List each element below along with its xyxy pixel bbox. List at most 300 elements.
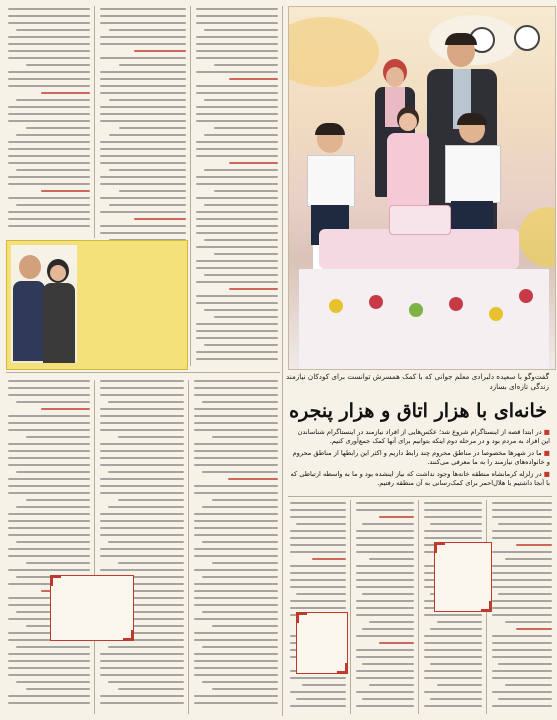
text-line: [290, 551, 346, 553]
text-line: [8, 653, 90, 655]
text-line: [8, 85, 90, 87]
text-line: [424, 516, 482, 518]
text-line: [100, 211, 186, 213]
bullet-icon: ■: [541, 428, 550, 436]
text-line: [100, 569, 184, 571]
text-line: [196, 120, 278, 122]
quote-corner: [296, 612, 307, 623]
text-line: [194, 527, 278, 529]
text-line: [356, 656, 414, 658]
text-line: [119, 64, 186, 66]
text-line: [424, 642, 482, 644]
text-line: [196, 57, 278, 59]
text-line: [194, 380, 278, 382]
text-line: [202, 401, 278, 403]
text-line: [100, 380, 184, 382]
photo-caption: گفت‌وگو با سعیده دلبرادی معلم جوانی که با کمک همسرش توانست برای کودکان نیازمند زندگی تازه‌ای بسازد: [286, 372, 549, 391]
text-line: [194, 639, 278, 641]
text-line: [118, 436, 184, 438]
text-line: [362, 663, 414, 665]
text-line: [498, 663, 552, 665]
text-line: [100, 120, 186, 122]
text-line: [296, 523, 346, 525]
text-line: [196, 50, 278, 52]
text-line: [290, 565, 346, 567]
text-line: [196, 323, 278, 325]
text-line: [362, 698, 414, 700]
text-line: [100, 225, 186, 227]
column-divider: [418, 500, 419, 714]
bullet-icon: ■: [541, 470, 550, 478]
text-line: [196, 148, 278, 150]
text-line: [100, 176, 186, 178]
text-line: [424, 649, 482, 651]
text-line: [214, 253, 278, 255]
text-line: [492, 649, 552, 651]
text-line: [8, 555, 90, 557]
text-line: [100, 555, 184, 557]
column-divider: [350, 500, 351, 714]
text-line: [108, 646, 184, 648]
text-line: [16, 169, 90, 171]
text-line: [214, 316, 278, 318]
text-line: [492, 586, 552, 588]
text-line: [196, 92, 278, 94]
text-line: [8, 183, 90, 185]
text-line: [8, 141, 90, 143]
text-line: [290, 586, 346, 588]
text-line: [356, 579, 414, 581]
text-line: [8, 422, 90, 424]
text-line: [108, 681, 184, 683]
text-line: [498, 593, 552, 595]
text-line: [194, 408, 278, 410]
lead-section: [288, 428, 550, 491]
text-line: [196, 337, 278, 339]
text-line: [100, 148, 186, 150]
text-line: [194, 520, 278, 522]
text-line: [424, 635, 482, 637]
text-line: [8, 218, 90, 220]
text-line: [16, 29, 90, 31]
text-line: [362, 628, 414, 630]
text-line: [8, 71, 90, 73]
text-line: [202, 611, 278, 613]
text-line: [16, 681, 90, 683]
text-line: [100, 162, 186, 164]
text-line: [194, 422, 278, 424]
text-line: [26, 436, 90, 438]
text-line: [369, 558, 414, 560]
text-line: [109, 29, 186, 31]
text-column: [100, 380, 184, 714]
text-line: [8, 225, 90, 227]
text-line: [16, 134, 90, 136]
text-line: [196, 211, 278, 213]
text-line: [290, 544, 346, 546]
text-line: [194, 667, 278, 669]
text-line: [100, 113, 186, 115]
text-line: [196, 113, 278, 115]
sidebar-photo: [11, 245, 77, 363]
text-line: [26, 562, 90, 564]
text-line: [100, 485, 184, 487]
text-line: [492, 530, 552, 532]
text-line: [100, 429, 184, 431]
column-divider: [94, 380, 95, 714]
text-line: [196, 260, 278, 262]
text-line: [8, 464, 90, 466]
text-line: [356, 600, 414, 602]
text-line: [16, 204, 90, 206]
text-line: [194, 653, 278, 655]
text-line: [290, 607, 346, 609]
text-line: [196, 71, 278, 73]
text-line: [100, 492, 184, 494]
text-line: [16, 646, 90, 648]
text-line: [492, 635, 552, 637]
text-line: [196, 281, 278, 283]
text-line: [100, 8, 186, 10]
text-line: [424, 614, 482, 616]
text-line: [196, 8, 278, 10]
text-line: [108, 401, 184, 403]
text-line: [290, 600, 346, 602]
text-line: [100, 394, 184, 396]
text-line: [134, 50, 186, 52]
text-line: [196, 225, 278, 227]
text-line: [196, 183, 278, 185]
text-line: [290, 537, 346, 539]
text-line: [492, 677, 552, 679]
text-line: [8, 429, 90, 431]
text-line: [109, 204, 186, 206]
text-line: [424, 537, 482, 539]
text-line: [356, 691, 414, 693]
text-line: [26, 64, 90, 66]
text-line: [202, 506, 278, 508]
cartoon-eye-right: [514, 25, 540, 51]
text-line: [8, 492, 90, 494]
text-line: [492, 572, 552, 574]
text-line: [100, 513, 184, 515]
text-line: [492, 614, 552, 616]
text-line: [194, 429, 278, 431]
text-line: [204, 204, 278, 206]
text-line: [118, 499, 184, 501]
text-line: [204, 169, 278, 171]
text-line: [204, 29, 278, 31]
text-line: [516, 544, 552, 546]
text-line: [109, 99, 186, 101]
text-line: [100, 36, 186, 38]
text-line: [505, 621, 552, 623]
text-line: [424, 677, 482, 679]
text-line: [214, 64, 278, 66]
text-line: [362, 593, 414, 595]
text-line: [290, 530, 346, 532]
text-line: [8, 148, 90, 150]
text-line: [356, 544, 414, 546]
text-line: [356, 635, 414, 637]
text-line: [430, 628, 482, 630]
wall-sun: [288, 17, 379, 87]
text-line: [356, 677, 414, 679]
pull-quote: [50, 575, 134, 641]
text-line: [290, 502, 346, 504]
text-line: [100, 141, 186, 143]
text-line: [8, 457, 90, 459]
text-line: [196, 330, 278, 332]
text-line: [41, 190, 90, 192]
text-line: [492, 509, 552, 511]
text-line: [8, 667, 90, 669]
text-line: [100, 15, 186, 17]
text-line: [196, 267, 278, 269]
text-line: [290, 509, 346, 511]
text-line: [356, 607, 414, 609]
quote-corner: [481, 601, 492, 612]
text-line: [424, 656, 482, 658]
text-line: [196, 295, 278, 297]
text-line: [194, 583, 278, 585]
text-line: [194, 450, 278, 452]
text-line: [118, 688, 184, 690]
text-line: [492, 579, 552, 581]
text-line: [290, 677, 346, 679]
text-line: [356, 586, 414, 588]
text-line: [229, 162, 278, 164]
text-line: [8, 15, 90, 17]
row-divider: [6, 372, 280, 373]
text-line: [290, 572, 346, 574]
text-line: [194, 485, 278, 487]
row-divider: [288, 496, 552, 497]
text-line: [212, 625, 278, 627]
text-column: [290, 502, 346, 714]
text-line: [356, 551, 414, 553]
text-line: [424, 509, 482, 511]
text-line: [100, 660, 184, 662]
text-line: [109, 169, 186, 171]
text-line: [100, 155, 186, 157]
text-line: [498, 698, 552, 700]
text-line: [100, 674, 184, 676]
column-divider: [94, 6, 95, 238]
text-line: [16, 99, 90, 101]
text-line: [8, 569, 90, 571]
text-line: [8, 527, 90, 529]
text-line: [8, 22, 90, 24]
text-line: [196, 15, 278, 17]
text-line: [356, 670, 414, 672]
column-divider: [190, 6, 191, 366]
text-line: [194, 674, 278, 676]
text-line: [8, 394, 90, 396]
text-line: [214, 190, 278, 192]
text-line: [202, 681, 278, 683]
text-line: [228, 478, 278, 480]
text-line: [212, 688, 278, 690]
text-line: [118, 562, 184, 564]
column-divider: [282, 6, 283, 716]
lead-paragraph: ■ ما در شهرها مخصوصا در مناطق محروم چند رابط داریم و اکثر این رابطها از مناطق محروم و خانواده‌های نیازمند را به ما معرفی می‌کنند.: [292, 449, 550, 466]
text-line: [362, 523, 414, 525]
text-line: [8, 450, 90, 452]
text-line: [369, 621, 414, 623]
text-line: [356, 614, 414, 616]
text-line: [196, 22, 278, 24]
text-line: [100, 57, 186, 59]
text-line: [8, 57, 90, 59]
text-line: [8, 162, 90, 164]
text-line: [356, 530, 414, 532]
text-line: [202, 576, 278, 578]
birthday-cake: [319, 229, 519, 269]
text-line: [369, 684, 414, 686]
text-line: [312, 558, 346, 560]
text-line: [498, 523, 552, 525]
text-line: [8, 380, 90, 382]
text-line: [214, 127, 278, 129]
text-line: [41, 408, 90, 410]
text-line: [100, 534, 184, 536]
text-line: [492, 691, 552, 693]
text-column: [8, 8, 90, 236]
text-line: [356, 649, 414, 651]
text-line: [100, 71, 186, 73]
text-line: [194, 604, 278, 606]
text-line: [356, 572, 414, 574]
text-line: [196, 141, 278, 143]
text-line: [100, 408, 184, 410]
text-line: [196, 246, 278, 248]
text-line: [196, 85, 278, 87]
text-line: [8, 695, 90, 697]
text-line: [108, 506, 184, 508]
text-column: [194, 380, 278, 714]
text-line: [8, 211, 90, 213]
text-line: [119, 127, 186, 129]
column-divider: [188, 380, 189, 714]
text-line: [8, 78, 90, 80]
text-line: [202, 541, 278, 543]
text-line: [492, 656, 552, 658]
text-line: [194, 492, 278, 494]
text-line: [196, 176, 278, 178]
text-line: [296, 593, 346, 595]
text-line: [8, 520, 90, 522]
text-line: [196, 232, 278, 234]
text-line: [194, 569, 278, 571]
bullet-icon: ■: [541, 449, 550, 457]
text-line: [290, 579, 346, 581]
text-line: [8, 485, 90, 487]
text-line: [194, 464, 278, 466]
text-line: [505, 684, 552, 686]
text-column: [196, 8, 278, 368]
text-line: [16, 471, 90, 473]
text-line: [16, 401, 90, 403]
text-line: [379, 516, 414, 518]
text-line: [16, 506, 90, 508]
lead-paragraph: ■ در ابتدا قصه از اینستاگرام شروع شد؛ عکس‌هایی از افراد نیازمند در اینستاگرام شناساندن این افراد به مردم بود و در مرحله دوم اینکه بتوانیم برای آنها کمک جمع‌آوری کنیم.: [297, 428, 550, 445]
text-line: [100, 197, 186, 199]
text-column: [492, 502, 552, 714]
text-line: [100, 478, 184, 480]
text-line: [505, 558, 552, 560]
text-line: [8, 548, 90, 550]
text-line: [100, 422, 184, 424]
text-line: [100, 450, 184, 452]
text-line: [194, 618, 278, 620]
text-column: [356, 502, 414, 714]
text-line: [212, 562, 278, 564]
text-line: [8, 106, 90, 108]
text-line: [212, 436, 278, 438]
text-line: [204, 274, 278, 276]
text-line: [100, 387, 184, 389]
text-line: [302, 684, 346, 686]
headline: خانه‌ای با هزار اتاق و هزار پنجره: [289, 400, 547, 422]
text-line: [196, 106, 278, 108]
text-line: [194, 443, 278, 445]
text-line: [202, 646, 278, 648]
text-line: [196, 36, 278, 38]
text-line: [100, 527, 184, 529]
quote-corner: [50, 575, 61, 586]
text-line: [100, 464, 184, 466]
text-line: [424, 705, 482, 707]
text-line: [492, 502, 552, 504]
text-line: [41, 92, 90, 94]
sidebar-box: [6, 240, 188, 370]
text-line: [100, 183, 186, 185]
text-line: [8, 155, 90, 157]
text-line: [109, 134, 186, 136]
text-line: [194, 513, 278, 515]
text-line: [26, 688, 90, 690]
text-line: [196, 302, 278, 304]
text-line: [290, 691, 346, 693]
text-line: [492, 705, 552, 707]
text-line: [100, 702, 184, 704]
text-line: [196, 351, 278, 353]
text-line: [492, 670, 552, 672]
text-line: [8, 415, 90, 417]
text-line: [194, 415, 278, 417]
text-line: [108, 471, 184, 473]
text-line: [100, 415, 184, 417]
text-line: [100, 457, 184, 459]
text-line: [290, 516, 346, 518]
text-line: [492, 551, 552, 553]
text-line: [204, 344, 278, 346]
text-line: [100, 22, 186, 24]
text-line: [202, 471, 278, 473]
text-line: [437, 621, 482, 623]
text-line: [424, 691, 482, 693]
pull-quote: [434, 542, 492, 612]
text-line: [100, 106, 186, 108]
text-line: [100, 232, 186, 234]
text-line: [194, 534, 278, 536]
text-line: [356, 509, 414, 511]
text-line: [356, 537, 414, 539]
text-line: [379, 642, 414, 644]
text-line: [8, 120, 90, 122]
party-table: [299, 269, 549, 369]
